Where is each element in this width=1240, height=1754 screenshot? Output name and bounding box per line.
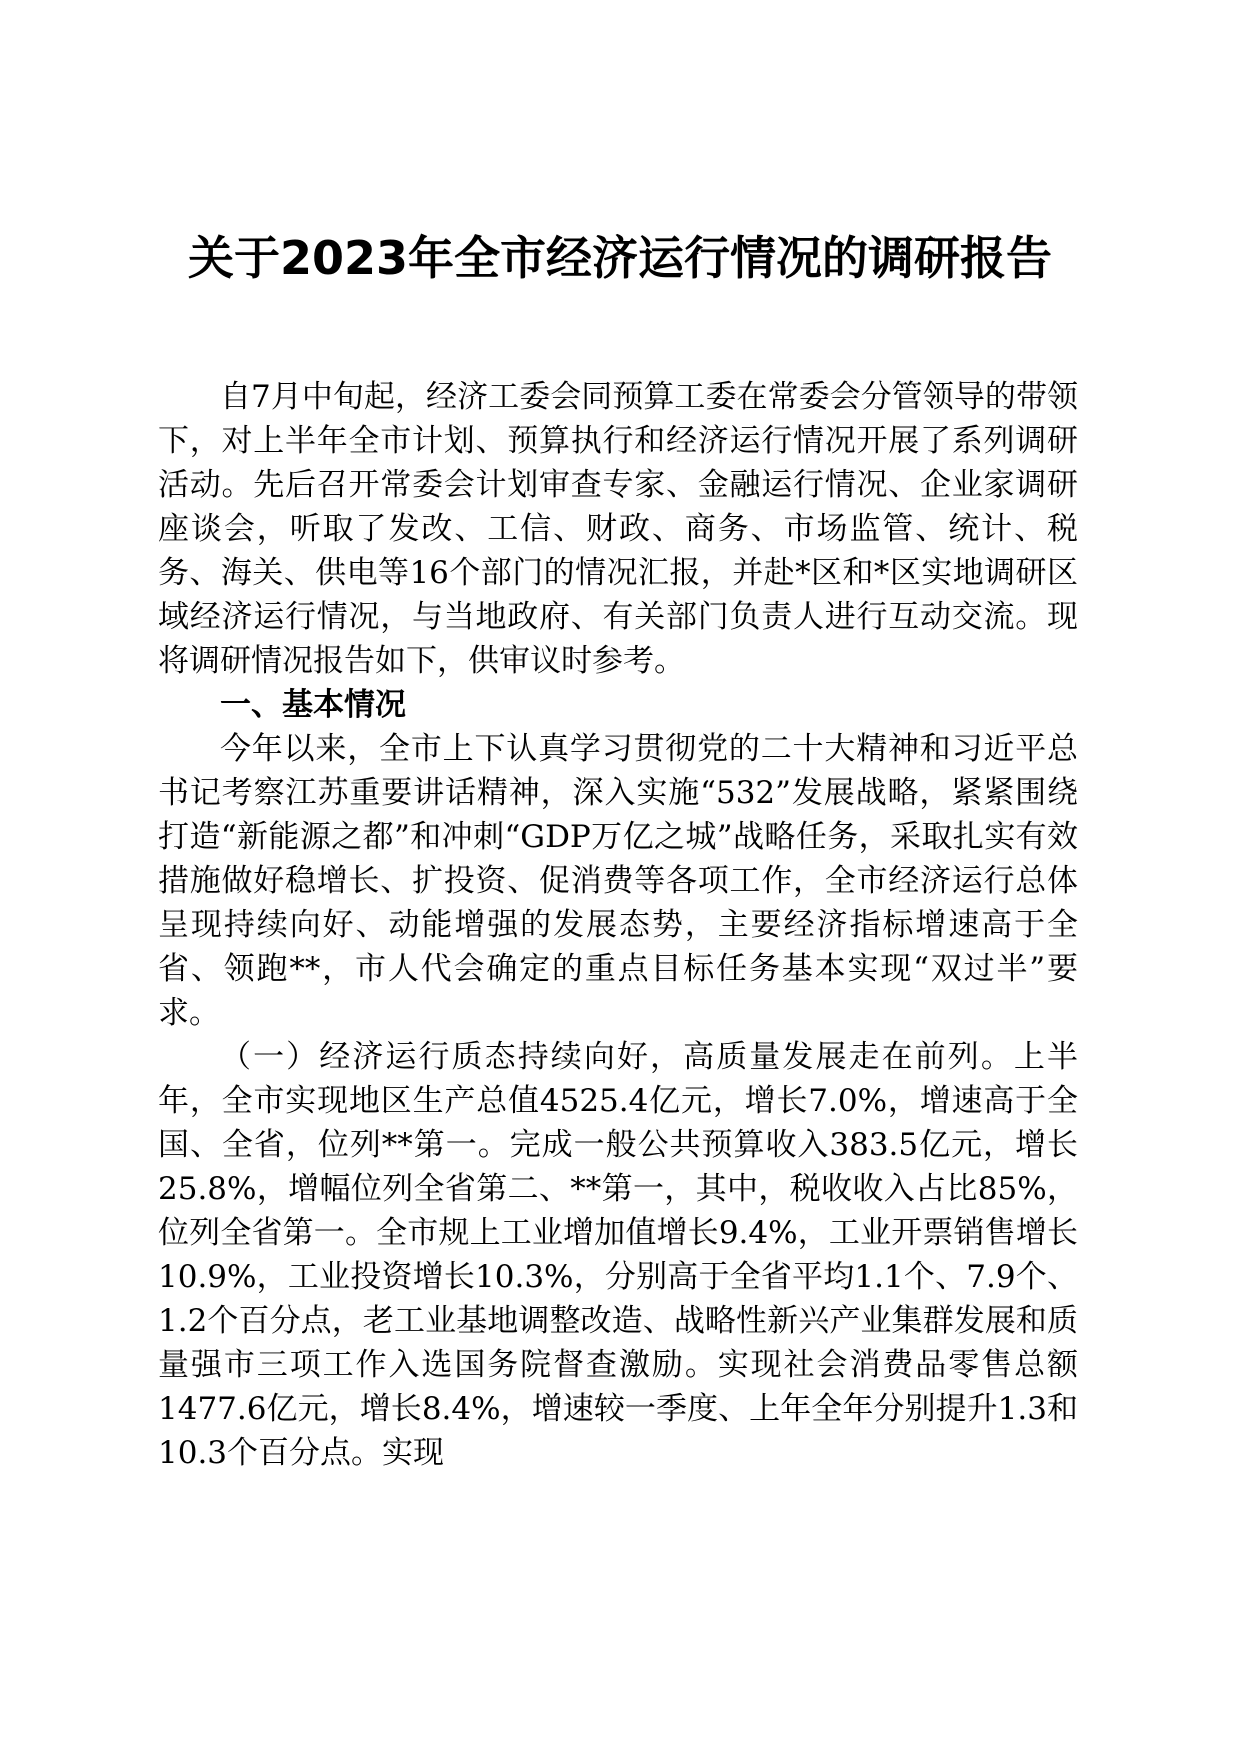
overview-paragraph: 今年以来，全市上下认真学习贯彻党的二十大精神和习近平总书记考察江苏重要讲话精神，深入实施“532”发展战略，紧紧围绕打造“新能源之都”和冲刺“GDP万亿之城”战略任务，采取扎实有效措施做好稳增长、扩投资、促消费等各项工作，全市经济运行总体呈现持续向好、动能增强的发展态势，主要经济指标增速高于全省、领跑**，市人代会确定的重点目标任务基本实现“双过半”要求。	[158, 731, 1078, 1031]
intro-paragraph: 自7月中旬起，经济工委会同预算工委在常委会分管领导的带领下，对上半年全市计划、预算执行和经济运行情况开展了系列调研活动。先后召开常委会计划审查专家、金融运行情况、企业家调研座谈会，听取了发改、工信、财政、商务、市场监管、统计、税务、海关、供电等16个部门的情况汇报，并赴*区和*区实地调研区域经济运行情况，与当地政府、有关部门负责人进行互动交流。现将调研情况报告如下，供审议时参考。	[158, 379, 1078, 679]
section-heading: 一、基本情况	[220, 687, 406, 723]
subsection-paragraph: （一）经济运行质态持续向好，高质量发展走在前列。上半年，全市实现地区生产总值4525.4亿元，增长7.0%，增速高于全国、全省，位列**第一。完成一般公共预算收入383.5亿元，增长25.8%，增幅位列全省第二、**第一，其中，税收收入占比85%，位列全省第一。全市规上工业增加值增长9.4%，工业开票销售增长10.9%，工业投资增长10.3%，分别高于全省平均1.1个、7.9个、1.2个百分点，老工业基地调整改造、战略性新兴产业集群发展和质量强市三项工作入选国务院督查激励。实现社会消费品零售总额1477.6亿元，增长8.4%，增速较一季度、上年全年分别提升1.3和10.3个百分点。实现	[158, 1039, 1078, 1471]
document-body	[158, 375, 1078, 1475]
document-title: 关于2023年全市经济运行情况的调研报告	[187, 231, 1053, 285]
